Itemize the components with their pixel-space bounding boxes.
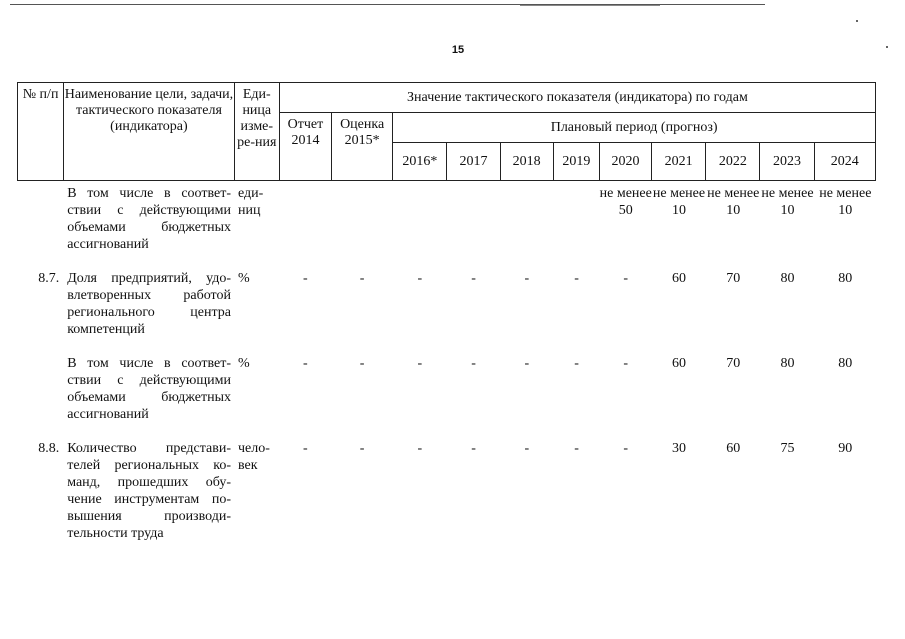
row-value bbox=[331, 185, 392, 270]
header-col-unit: Еди-ница изме-ре-ния bbox=[234, 83, 279, 181]
row-value: - bbox=[524, 356, 530, 371]
row-unit: еди-ниц bbox=[237, 186, 264, 218]
row-value bbox=[279, 185, 331, 270]
row-value: - bbox=[623, 441, 629, 456]
row-value: 30 bbox=[671, 441, 686, 456]
indicator-table-header bbox=[17, 82, 876, 181]
row-number: 8.7. bbox=[38, 271, 60, 286]
header-year: 2023 bbox=[760, 143, 814, 181]
table-row bbox=[17, 440, 876, 542]
scan-top-rule-secondary bbox=[520, 5, 660, 6]
header-col-name: Наименование цели, задачи, тактического показателя (индикатора) bbox=[64, 83, 235, 181]
row-value: не менее 10 bbox=[707, 186, 760, 218]
row-value bbox=[500, 185, 553, 270]
header-col-report: Отчет 2014 bbox=[279, 113, 331, 181]
row-value: 60 bbox=[726, 441, 741, 456]
header-year: 2020 bbox=[599, 143, 651, 181]
row-indicator-name: Доля предприятий, удо-влетворенных работой регионального центра компетенций bbox=[67, 271, 231, 337]
row-value: - bbox=[471, 356, 476, 371]
row-value: 80 bbox=[780, 356, 795, 371]
row-unit: чело-век bbox=[237, 441, 270, 473]
row-unit: % bbox=[237, 356, 250, 371]
row-value: - bbox=[417, 356, 423, 371]
row-indicator-name: Количество представи-телей региональных ко-манд, прошедших обу-чение инструментам по-вышения производи-тельности труда bbox=[67, 441, 231, 541]
row-value: - bbox=[524, 271, 530, 286]
row-value: - bbox=[574, 271, 579, 286]
row-value bbox=[553, 185, 599, 270]
row-value: 70 bbox=[726, 356, 741, 371]
header-col-estimate: Оценка 2015* bbox=[332, 113, 393, 181]
table-row bbox=[17, 355, 876, 440]
row-value: - bbox=[417, 441, 423, 456]
header-col-values: Значение тактического показателя (индикатора) по годам bbox=[279, 83, 875, 113]
header-year: 2021 bbox=[652, 143, 706, 181]
row-number bbox=[17, 355, 63, 440]
row-value: - bbox=[302, 271, 308, 286]
row-value: 80 bbox=[838, 271, 853, 286]
row-value: не менее 10 bbox=[819, 186, 872, 218]
header-year: 2024 bbox=[814, 143, 875, 181]
row-value bbox=[393, 185, 447, 270]
scan-speck bbox=[856, 20, 858, 22]
header-year: 2022 bbox=[706, 143, 760, 181]
header-year: 2017 bbox=[447, 143, 500, 181]
row-value: - bbox=[524, 441, 530, 456]
row-value: 80 bbox=[838, 356, 853, 371]
row-value: - bbox=[359, 356, 365, 371]
row-value: - bbox=[417, 271, 423, 286]
row-value bbox=[447, 185, 500, 270]
row-value: - bbox=[623, 271, 629, 286]
header-col-num: № п/п bbox=[18, 83, 64, 181]
row-value: - bbox=[302, 356, 308, 371]
row-value: - bbox=[359, 271, 365, 286]
scan-speck bbox=[886, 46, 888, 48]
row-value: - bbox=[302, 441, 308, 456]
header-year: 2016* bbox=[393, 143, 447, 181]
row-value: - bbox=[574, 356, 579, 371]
row-unit: % bbox=[237, 271, 250, 286]
row-value: - bbox=[471, 441, 476, 456]
row-value: 60 bbox=[671, 356, 686, 371]
indicator-table-body bbox=[17, 185, 876, 542]
page-number: 15 bbox=[451, 44, 465, 56]
row-value: 80 bbox=[780, 271, 795, 286]
row-value: не менее 10 bbox=[652, 186, 706, 218]
header-year: 2018 bbox=[500, 143, 553, 181]
row-value: не менее 10 bbox=[761, 186, 814, 218]
row-number bbox=[17, 185, 63, 270]
row-value: не менее 50 bbox=[599, 186, 652, 218]
row-value: 60 bbox=[671, 271, 686, 286]
row-number: 8.8. bbox=[38, 441, 60, 456]
header-year: 2019 bbox=[553, 143, 599, 181]
row-value: - bbox=[623, 356, 629, 371]
table-row bbox=[17, 185, 876, 270]
row-value: 70 bbox=[726, 271, 741, 286]
row-indicator-name: В том числе в соответ-ствии с действующими объемами бюджетных ассигнований bbox=[67, 186, 231, 252]
row-value: - bbox=[574, 441, 579, 456]
row-value: - bbox=[471, 271, 476, 286]
row-indicator-name: В том числе в соответ-ствии с действующими объемами бюджетных ассигнований bbox=[67, 356, 231, 422]
row-value: 75 bbox=[780, 441, 795, 456]
header-col-plan: Плановый период (прогноз) bbox=[393, 113, 876, 143]
row-value: - bbox=[359, 441, 365, 456]
table-row bbox=[17, 270, 876, 355]
row-value: 90 bbox=[838, 441, 853, 456]
